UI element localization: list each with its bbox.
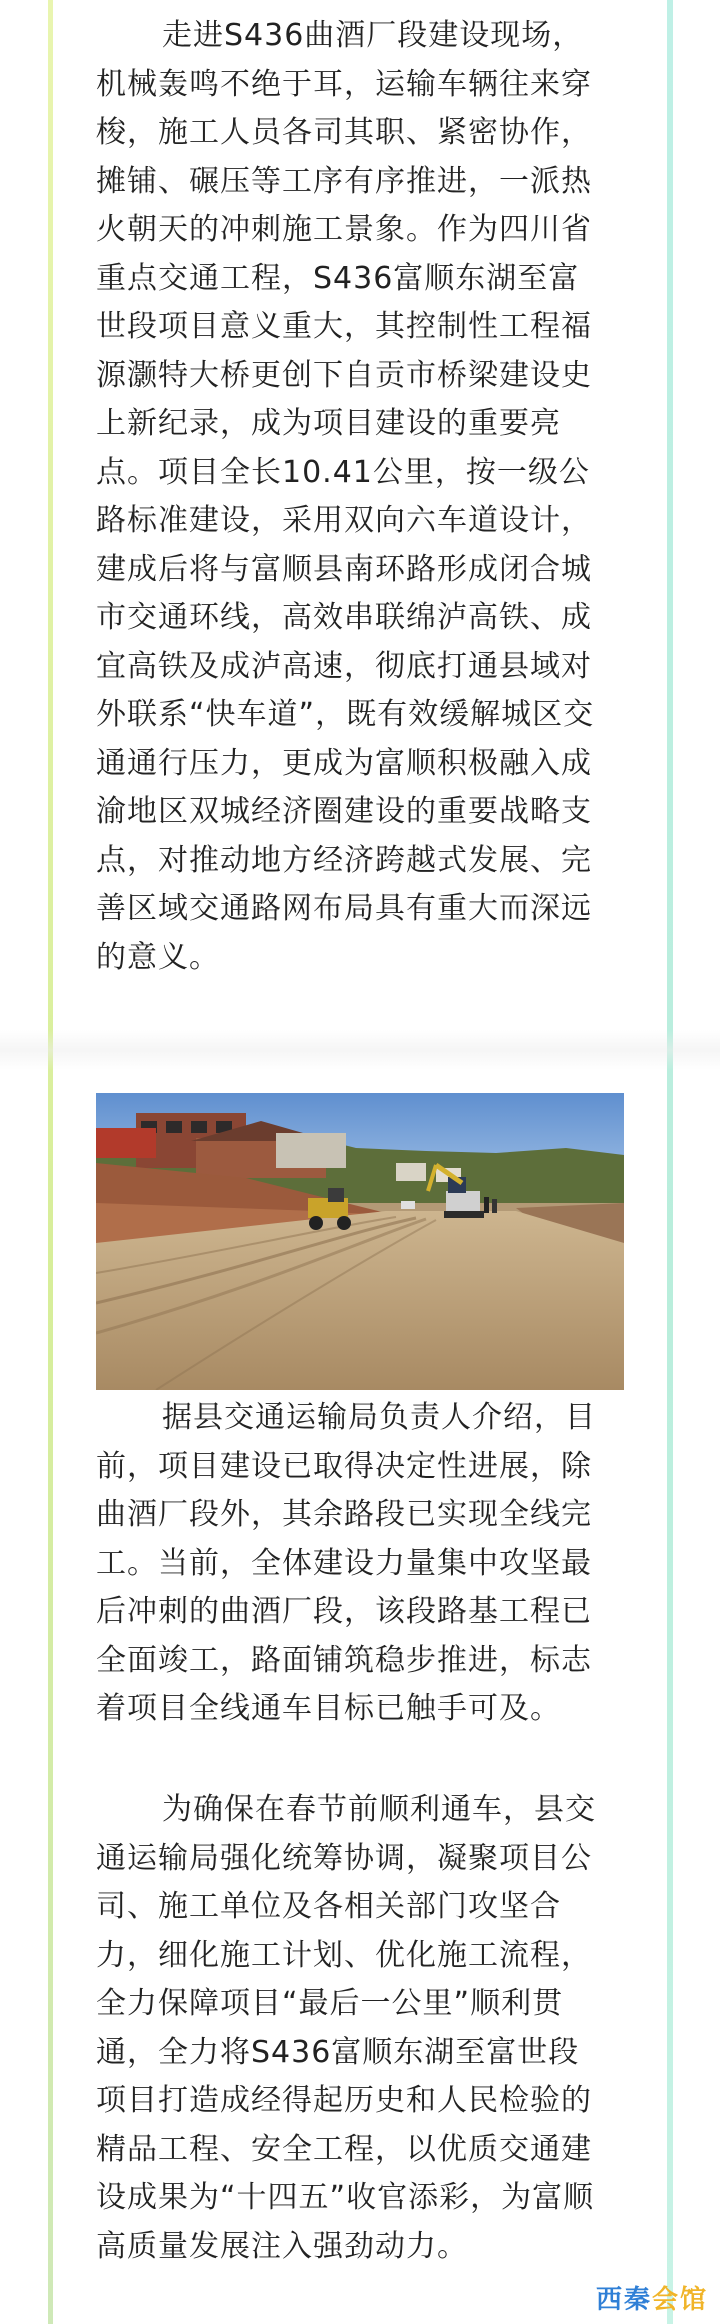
article-paragraph-3: 为确保在春节前顺利通车，县交 通运输局强化统筹协调，凝聚项目公 司、施工单位及各相关部门攻坚合 力，细化施工计划、优化施工流程， 全力保障项目“最后一公里”顺利贯 通，全力将S436富顺东湖至富世段 项目打造成经得起历史和人民检验的 精品工程、安全工程，以优质交通建 设成果为“十四五”收官添彩，为富顺 高质量发展注入强劲动力。 [96,1792,596,2264]
article-paragraph-2: 据县交通运输局负责人介绍，目 前，项目建设已取得决定性进展，除 曲酒厂段外，其余路段已实现全线完 工。当前，全体建设力量集中攻坚最 后冲刺的曲酒厂段，该段路基工程已 全面竣工，路面铺筑稳步推进，标志 着项目全线通车目标已触手可及。 [96,1400,596,1726]
article-paragraph-1: 走进S436曲酒厂段建设现场， 机械轰鸣不绝于耳，运输车辆往来穿 梭，施工人员各司其职、紧密协作， 摊铺、碾压等工序有序推进，一派热 火朝天的冲刺施工景象。作为四川省 重点交通工程，S436富顺东湖至富 世段项目意义重大，其控制性工程福 源灏特大桥更创下自贡市桥梁建设史 上新纪录，成为项目建设的重要亮 点。项目全长10.41公里，按一级公 路标准建设，采用双向六车道设计， 建成后将与富顺县南环路形成闭合城 市交通环线，高效串联绵泸高铁、成 宜高铁及成泸高速，彻底打通县域对 外联系“快车道”，既有效缓解城区交 通通行压力，更成为富顺积极融入成 渝地区双城经济圈建设的重要战略支 点，对推动地方经济跨越式发展、完 善区域交通路网布局具有重大而深远 的意义。 [96,18,595,975]
watermark-logo [596,2279,708,2316]
watermark-part-2: 会馆 [651,2285,708,2315]
watermark-part-1: 西秦 [595,2285,652,2315]
left-decorative-line [48,0,53,2324]
scroll-seam-band [0,1030,720,1070]
right-decorative-line [667,0,673,2324]
construction-site-photo [96,1093,624,1390]
